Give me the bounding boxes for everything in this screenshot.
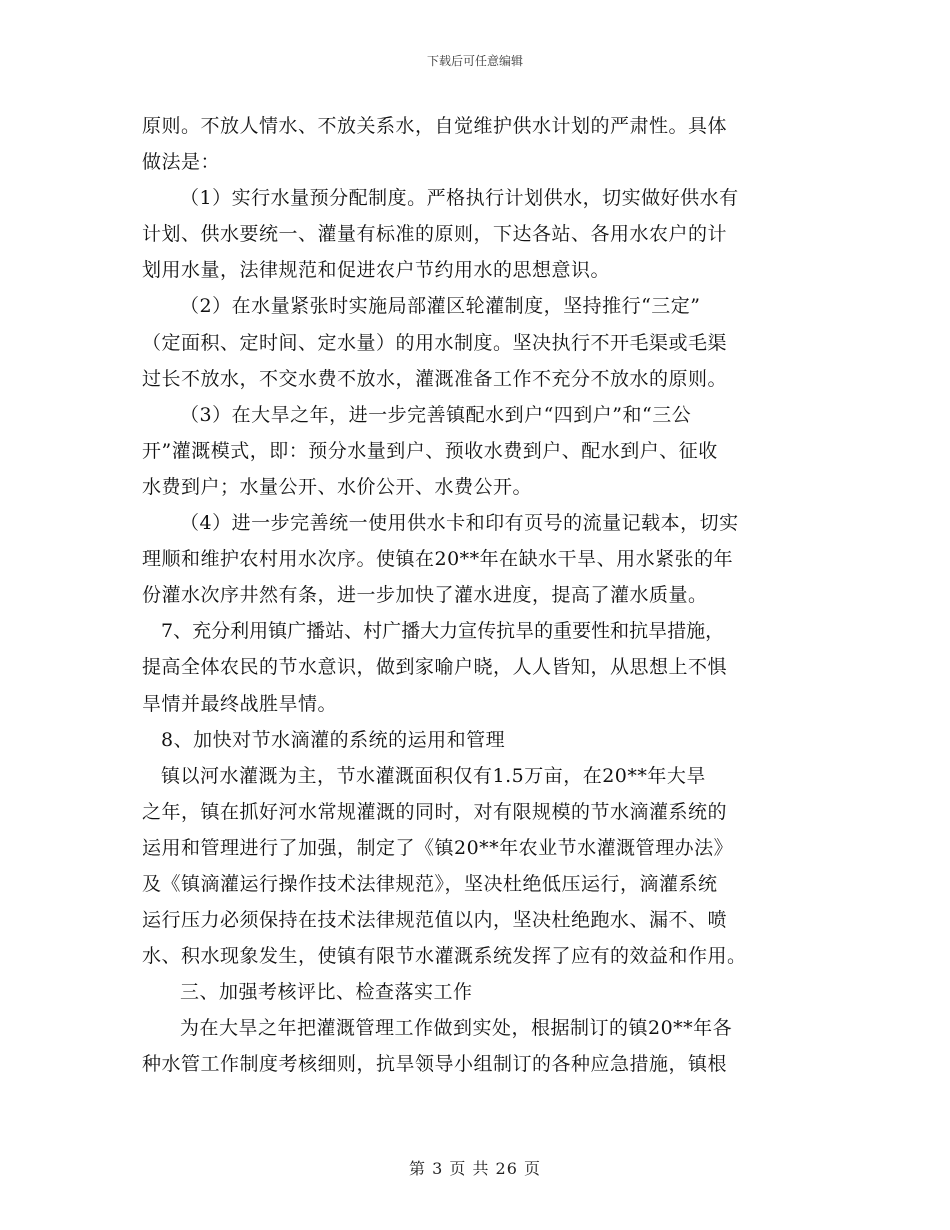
paragraph-6-line-1: 7、充分利用镇广播站、村广播大力宣传抗旱的重要性和抗旱措施， (161, 620, 725, 643)
paragraph-5-line-1: （4）进一步完善统一使用供水卡和印有页号的流量记载本，切实 (180, 512, 739, 535)
paragraph-3-line-3: 过长不放水，不交水费不放水，灌溉准备工作不充分不放水的原则。 (142, 367, 728, 390)
paragraph-9-line-1: 为在大旱之年把灌溉管理工作做到实处，根据制订的镇20**年各 (180, 1017, 733, 1040)
paragraph-3-line-2: （定面积、定时间、定水量）的用水制度。坚决执行不开毛渠或毛渠 (142, 331, 728, 354)
paragraph-1-line-1: 原则。不放人情水、不放关系水，自觉维护供水计划的严肃性。具体 (142, 115, 728, 137)
paragraph-5-line-3: 份灌水次序井然有条，进一步加快了灌水进度，提高了灌水质量。 (142, 584, 708, 607)
paragraph-8-line-2: 之年，镇在抓好河水常规灌溉的同时，对有限规模的节水滴灌系统的 (142, 800, 728, 823)
paragraph-2-line-3: 划用水量，法律规范和促进农户节约用水的思想意识。 (142, 259, 611, 282)
paragraph-4-line-1: （3）在大旱之年，进一步完善镇配水到户“四到户”和“三公 (180, 403, 692, 426)
section-heading-8: 8、加快对节水滴灌的系统的运用和管理 (161, 728, 506, 751)
paragraph-8-line-4: 及《镇滴灌运行操作技术法律规范》，坚决杜绝低压运行，滴灌系统 (142, 872, 718, 895)
paragraph-4-line-3: 水费到户；水量公开、水价公开、水费公开。 (142, 475, 533, 498)
section-heading-3: 三、加强考核评比、检查落实工作 (180, 981, 473, 1004)
page-footer: 第 3 页 共 26 页 (409, 1159, 541, 1178)
paragraph-8-line-3: 运用和管理进行了加强，制定了《镇20**年农业节水灌溉管理办法》 (142, 836, 734, 859)
paragraph-6-line-3: 旱情并最终战胜旱情。 (142, 692, 338, 715)
paragraph-5-line-2: 理顺和维护农村用水次序。使镇在20**年在缺水干旱、用水紧张的年 (142, 548, 734, 571)
paragraph-2-line-2: 计划、供水要统一、灌量有标准的原则，下达各站、各用水农户的计 (142, 223, 728, 246)
page-header: 下载后可任意编辑 (426, 54, 523, 68)
paragraph-9-line-2: 种水管工作制度考核细则，抗旱领导小组制订的各种应急措施，镇根 (142, 1053, 728, 1076)
paragraph-4-line-2: 开”灌溉模式，即：预分水量到户、预收水费到户、配水到户、征收 (142, 439, 718, 462)
paragraph-8-line-6: 水、积水现象发生，使镇有限节水灌溉系统发挥了应有的效益和作用。 (142, 945, 747, 968)
paragraph-8-line-5: 运行压力必须保持在技术法律规范值以内，坚决杜绝跑水、漏不、喷 (142, 909, 728, 932)
paragraph-1-line-2: 做法是： (142, 151, 221, 174)
document-body (142, 108, 832, 1083)
paragraph-6-line-2: 提高全体农民的节水意识，做到家喻户晓，人人皆知，从思想上不惧 (142, 656, 728, 679)
paragraph-2-line-1: （1）实行水量预分配制度。严格执行计划供水，切实做好供水有 (180, 187, 739, 210)
paragraph-3-line-1: （2）在水量紧张时实施局部灌区轮灌制度，坚持推行“三定” (180, 295, 701, 318)
paragraph-8-line-1: 镇以河水灌溉为主，节水灌溉面积仅有1.5万亩，在20**年大旱 (161, 764, 706, 787)
